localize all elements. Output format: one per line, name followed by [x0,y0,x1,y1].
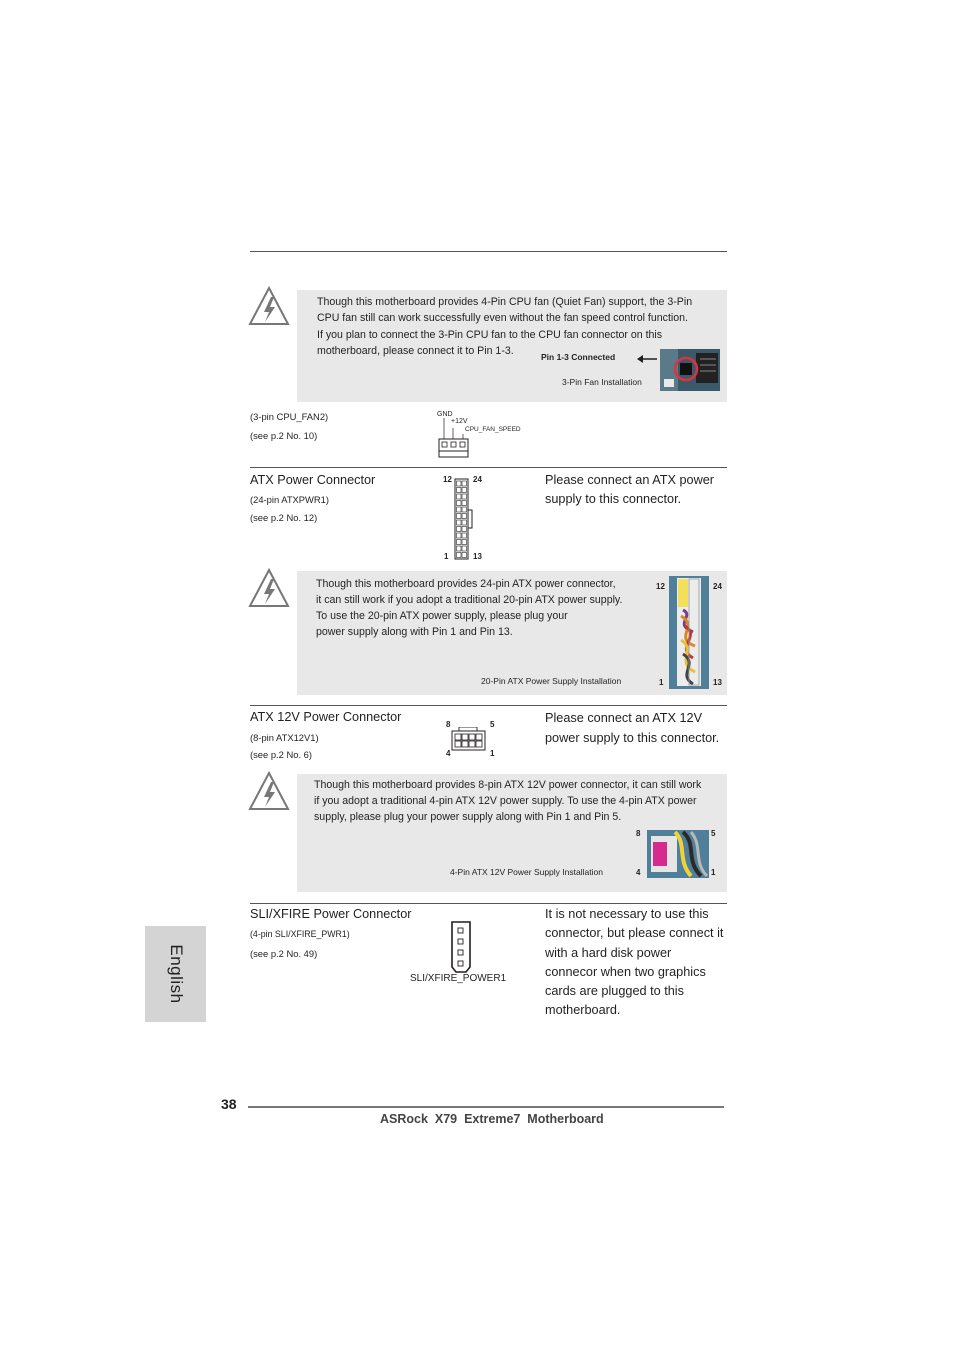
desc-line: cards are plugged to this [545,984,684,999]
atx-ref: (see p.2 No. 12) [250,512,318,523]
atx-install-caption: 20-Pin ATX Power Supply Installation [481,676,622,686]
desc-line: power supply to this connector. [545,731,720,745]
sli-desc [545,905,723,1021]
atx12v-install-caption: 4-Pin ATX 12V Power Supply Installation [450,867,603,877]
page-number: 38 [221,1096,237,1112]
note-pin-br: 1 [711,868,716,877]
footer-title: ASRock X79 Extreme7 Motherboard [380,1112,604,1126]
cpu-fan2-name: (3-pin CPU_FAN2) [250,411,329,422]
atx12v-desc [545,708,719,748]
sli-ref: (see p.2 No. 49) [250,948,318,959]
v12-label: +12V [451,418,468,425]
atx-pin-br: 13 [473,552,482,561]
note-line: Though this motherboard provides 8-pin ATX 12V power connector, it can still work [314,779,702,791]
note-line: if you adopt a traditional 4-pin ATX 12V power supply. To use the 4-pin ATX power [314,795,697,807]
pin-connected-label: Pin 1-3 Connected [541,352,616,362]
section-rule [250,705,727,706]
note-line: supply, please plug your power supply along with Pin 1 and Pin 5. [314,811,622,823]
desc-line: Please connect an ATX 12V [545,711,703,725]
atx-name: (24-pin ATXPWR1) [250,494,330,505]
top-rule [250,251,727,252]
atx12v-pin-bl: 4 [446,749,451,758]
atx12v-name: (8-pin ATX12V1) [250,732,319,743]
fan-speed-label: CPU_FAN_SPEED [465,426,521,433]
section-rule [250,467,727,468]
note-line: If you plan to connect the 3-Pin CPU fan to the CPU fan connector on this [317,329,663,341]
language-side-tab [145,926,206,1022]
warning-icon [248,286,290,333]
fan-connector-diagram [438,418,470,465]
warning-icon [248,771,290,818]
note-line: motherboard, please connect it to Pin 1-3. [317,345,514,357]
atx-desc [545,471,714,510]
sli-title: SLI/XFIRE Power Connector [250,907,412,921]
desc-line: Please connect an ATX power [545,473,715,487]
sli-name: (4-pin SLI/XFIRE_PWR1) [250,929,350,939]
atx12v-pin-tr: 5 [490,720,495,729]
desc-line: with a hard disk power [545,945,672,960]
atx-title: ATX Power Connector [250,473,376,487]
footer-rule [248,1106,724,1108]
desc-line: connector, but please connect it [545,926,724,941]
warning-icon [248,568,290,615]
atx-pin-bl: 1 [444,552,449,561]
note-line: power supply along with Pin 1 and Pin 13. [316,626,513,638]
desc-line: supply to this connector. [545,492,682,507]
note-pin-bl: 4 [636,868,641,877]
note-line: To use the 20-pin ATX power supply, please plug your [316,610,568,622]
fan-install-photo [660,349,720,396]
gnd-label: GND [437,411,453,418]
atx24-connector-diagram [454,478,476,565]
atx-note [297,571,727,695]
note-pin-tl: 12 [656,582,665,591]
note-pin-tr: 5 [711,829,716,838]
note-line: CPU fan still can work successfully even without the fan speed control function. [317,312,688,324]
atx-install-photo [669,576,709,694]
desc-line: connecor when two graphics [545,964,706,979]
note-line: it can still work if you adopt a traditional 20-pin ATX power supply. [316,594,623,606]
note-line: Though this motherboard provides 24-pin ATX power connector, [316,578,616,590]
note-pin-tl: 8 [636,829,641,838]
arrow-left-icon [637,351,657,369]
atx12v-install-photo [647,830,709,883]
atx12v-connector-diagram [451,727,487,756]
sli-connector-label: SLI/XFIRE_POWER1 [410,973,507,984]
desc-line: motherboard. [545,1003,621,1018]
atx12v-title: ATX 12V Power Connector [250,710,402,724]
atx12v-note [297,774,727,892]
atx-pin-tl: 12 [443,475,452,484]
note-pin-bl: 1 [659,678,664,687]
section-rule [250,903,727,904]
fan-install-caption: 3-Pin Fan Installation [562,377,642,387]
side-tab-label: English [166,944,186,1004]
atx-pin-tr: 24 [473,475,482,484]
atx12v-ref: (see p.2 No. 6) [250,749,313,760]
note-pin-br: 13 [713,678,722,687]
note-pin-tr: 24 [713,582,722,591]
note-line: Though this motherboard provides 4-Pin CPU fan (Quiet Fan) support, the 3-Pin [317,296,693,308]
cpu-fan-note [297,290,727,402]
desc-line: It is not necessary to use this [545,907,709,921]
sli-connector-diagram [450,921,472,978]
atx12v-pin-tl: 8 [446,720,451,729]
cpu-fan2-ref: (see p.2 No. 10) [250,430,318,441]
atx12v-pin-br: 1 [490,749,495,758]
